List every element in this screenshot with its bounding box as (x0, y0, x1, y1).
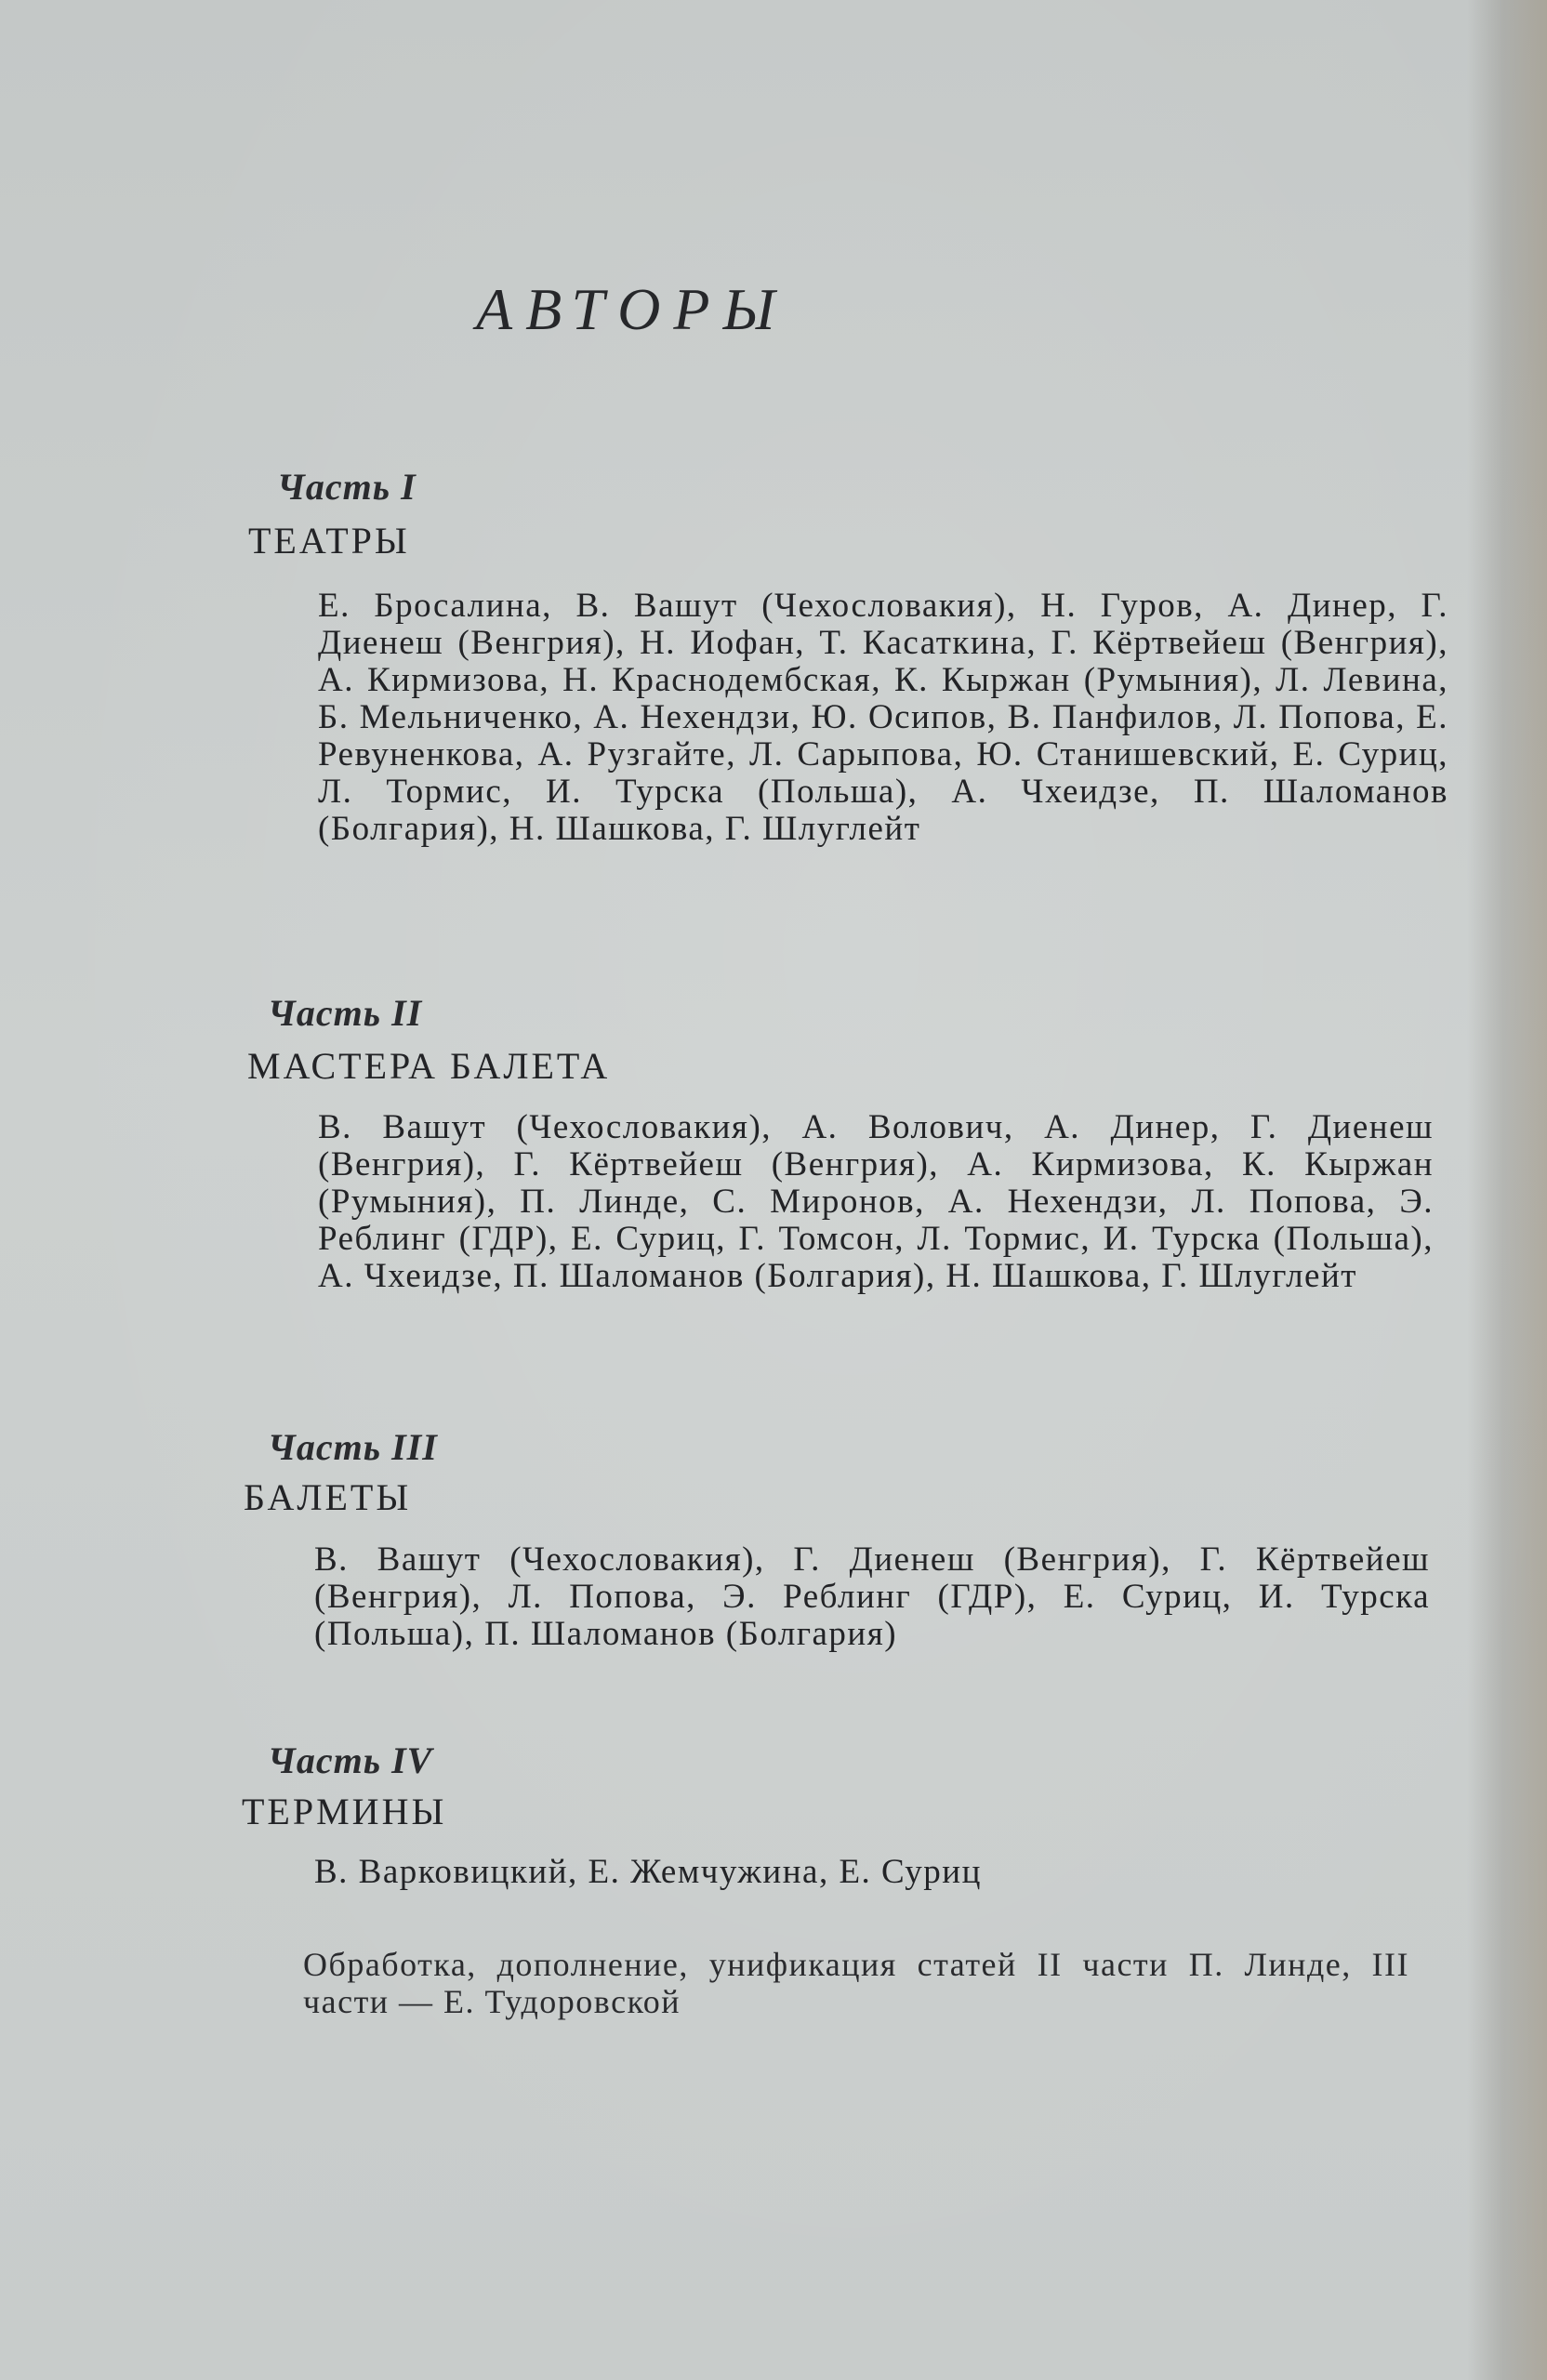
part-2-authors: В. Вашут (Чехословакия), А. Волович, А. Динер, Г. Диенеш (Венгрия), Г. Кёртвейеш (Венгрия), А. Кирмизова, К. Кыржан (Румыния), П. Линде, С. Миронов, А. Нехендзи, Л. Попова, Э. Реблинг (ГДР), Е. Суриц, Г. Томсон, Л. Тормис, И. Турска (Польша), А. Чхеидзе, П. Шаломанов (Болгария), Н. Шашкова, Г. Шлуглейт (318, 1108, 1434, 1295)
part-3-label: Часть III (268, 1426, 438, 1468)
page-edge-shadow (1467, 0, 1547, 2380)
part-1-label: Часть I (277, 466, 416, 508)
part-4-label: Часть IV (268, 1739, 433, 1781)
page-heading: АВТОРЫ (476, 276, 788, 342)
part-1-authors: Е. Бросалина, В. Вашут (Чехословакия), Н. Гуров, А. Динер, Г. Диенеш (Венгрия), Н. Иофан, Т. Касаткина, Г. Кёртвейеш (Венгрия), А. Кирмизова, Н. Краснодембская, К. Кыржан (Румыния), Л. Левина, Б. Мельниченко, А. Нехендзи, Ю. Осипов, В. Панфилов, Л. Попова, Е. Ревуненкова, А. Рузгайте, Л. Сарыпова, Ю. Станишевский, Е. Суриц, Л. Тормис, И. Турска (Польша), А. Чхеидзе, П. Шаломанов (Болгария), Н. Шашкова, Г. Шлуглейт (318, 587, 1448, 848)
part-4-title: ТЕРМИНЫ (242, 1791, 447, 1832)
part-4-authors: В. Варковицкий, Е. Жемчужина, Е. Суриц (314, 1853, 982, 1891)
part-3-title: БАЛЕТЫ (244, 1476, 412, 1518)
part-1-title: ТЕАТРЫ (248, 520, 410, 562)
part-2-title: МАСТЕРА БАЛЕТА (247, 1045, 611, 1087)
part-3-authors: В. Вашут (Чехословакия), Г. Диенеш (Венгрия), Г. Кёртвейеш (Венгрия), Л. Попова, Э. Реблинг (ГДР), Е. Суриц, И. Турска (Польша), П. Шаломанов (Болгария) (314, 1540, 1430, 1653)
editorial-note: Обработка, дополнение, унификация статей II части П. Линде, III части — Е. Тудоровской (303, 1946, 1409, 2020)
part-2-label: Часть II (268, 992, 423, 1034)
